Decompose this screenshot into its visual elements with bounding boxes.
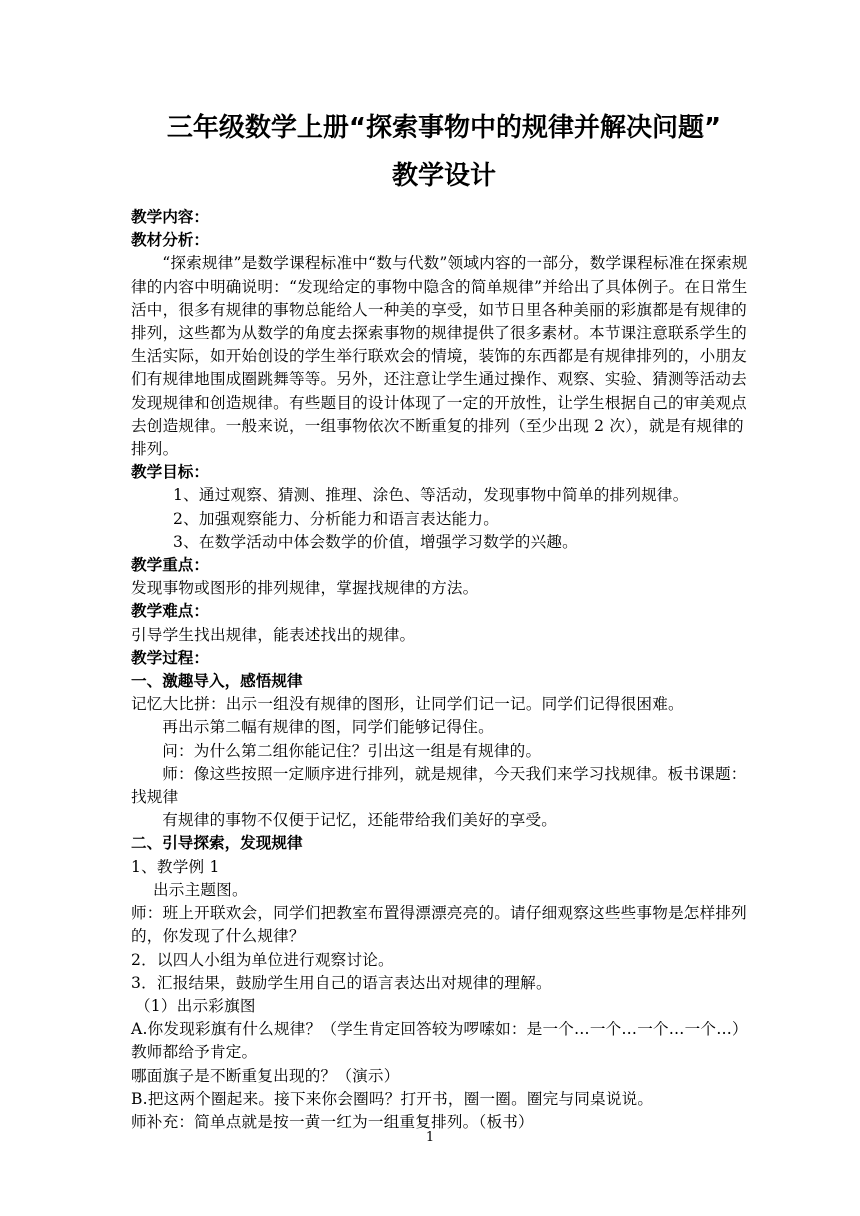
document-page bbox=[131, 108, 757, 1134]
goal-item: 3、在数学活动中体会数学的价值，增强学习数学的兴趣。 bbox=[173, 532, 578, 551]
heading-goals: 教学目标： bbox=[131, 463, 209, 482]
difficulty-text: 引导学生找出规律，能表述找出的规律。 bbox=[131, 625, 416, 644]
goal-item: 1、通过观察、猜测、推理、涂色、等活动，发现事物中简单的排列规律。 bbox=[173, 486, 689, 505]
part2-paragraph: 2．以四人小组为单位进行观察讨论。 bbox=[131, 950, 394, 969]
part2-paragraph: 出示主题图。 bbox=[153, 880, 248, 899]
part2-paragraph: 师补充：简单点就是按一黄一红为一组重复排列。（板书） bbox=[131, 1112, 534, 1131]
part1-paragraph: 问：为什么第二组你能记住？引出这一组是有规律的。 bbox=[162, 741, 542, 760]
part2-paragraph: 1、教学例 1 bbox=[131, 857, 220, 876]
heading-difficulty: 教学难点： bbox=[131, 602, 209, 621]
goal-item: 2、加强观察能力、分析能力和语言表达能力。 bbox=[173, 509, 499, 528]
heading-key-point: 教学重点： bbox=[131, 556, 209, 575]
part2-paragraph: A.你发现彩旗有什么规律？（学生肯定回答较为啰嗦如：是一个…一个…一个…一个…）教师都给予肯定。 bbox=[131, 1020, 748, 1062]
part1-paragraph: 记忆大比拼：出示一组没有规律的图形，让同学们记一记。同学们记得很困难。 bbox=[131, 695, 684, 714]
part2-paragraph: 师：班上开联欢会，同学们把教室布置得漂漂亮亮的。请仔细观察这些些事物是怎样排列的，你发现了什么规律？ bbox=[131, 904, 747, 946]
analysis-paragraph: “探索规律”是数学课程标准中“数与代数”领域内容的一部分，数学课程标准在探索规律的内容中明确说明：“发现给定的事物中隐含的简单规律”并给出了具体例子。在日常生活中，很多有规律的事物总能给人一种美的享受，如节日里各种美丽的彩旗都是有规律的排列，这些都为从数学的角度去探索事物的规律提供了很多素材。本节课注意联系学生的生活实际，如开始创设的学生举行联欢会的情境，装饰的东西都是有规律排列的，小朋友们有规律地围成圈跳舞等等。另外，还注意让学生通过操作、观察、实验、猜测等活动去发现规律和创造规律。有些题目的设计体现了一定的开放性，让学生根据自己的审美观点去创造规律。一般来说，一组事物依次不断重复的排列（至少出现 2 次），就是有规律的排列。 bbox=[131, 254, 748, 459]
part2-paragraph: 哪面旗子是不断重复出现的？（演示） bbox=[131, 1066, 400, 1085]
page-number: 1 bbox=[425, 1130, 435, 1145]
document-title: 三年级数学上册“探索事物中的规律并解决问题” bbox=[166, 113, 722, 143]
heading-analysis: 教材分析： bbox=[131, 231, 209, 250]
part2-paragraph: （1）出示彩旗图 bbox=[135, 996, 256, 1015]
part1-paragraph: 再出示第二幅有规律的图，同学们能够记得住。 bbox=[162, 718, 494, 737]
part2-paragraph: 3．汇报结果，鼓励学生用自己的语言表达出对规律的理解。 bbox=[131, 973, 552, 992]
part2-paragraph: B.把这两个圈起来。接下来你会圈吗？打开书，圈一圈。圈完与同桌说说。 bbox=[131, 1089, 654, 1108]
heading-content: 教学内容： bbox=[131, 208, 209, 226]
key-point-text: 发现事物或图形的排列规律，掌握找规律的方法。 bbox=[131, 579, 479, 598]
part1-paragraph: 师：像这些按照一定顺序进行排列，就是规律，今天我们来学习找规律。板书课题：找规律 bbox=[131, 764, 747, 807]
document-subtitle: 教学设计 bbox=[391, 161, 496, 191]
heading-part1: 一、激趣导入，感悟规律 bbox=[131, 672, 303, 691]
heading-part2: 二、引导探索，发现规律 bbox=[131, 834, 303, 853]
heading-process: 教学过程： bbox=[131, 648, 209, 667]
part1-paragraph: 有规律的事物不仅便于记忆，还能带给我们美好的享受。 bbox=[162, 811, 558, 830]
